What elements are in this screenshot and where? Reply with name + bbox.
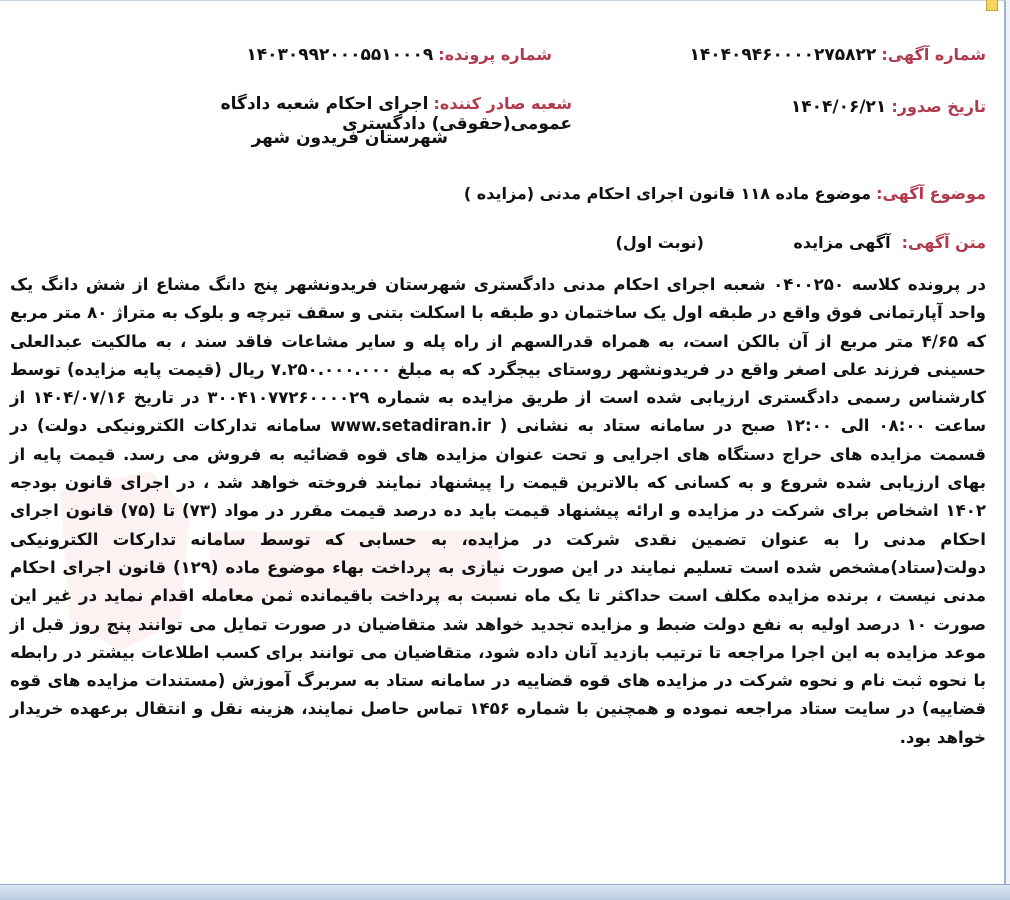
issuer-label: شعبه صادر کننده:	[433, 94, 572, 113]
issue-date-value: ۱۴۰۴/۰۶/۲۱	[790, 97, 887, 117]
ad-title: آگهی مزایده	[793, 233, 891, 252]
ad-number-value: ۱۴۰۴۰۹۴۶۰۰۰۰۲۷۵۸۲۲	[689, 45, 877, 65]
issue-date-row	[791, 97, 986, 117]
issue-date-label: تاریخ صدور:	[891, 97, 986, 116]
issuer-line1: اجرای احکام شعبه دادگاه عمومی(حقوقی) دادگستری	[220, 94, 572, 134]
issuer-line2-row	[252, 128, 448, 148]
subject-row	[464, 184, 986, 203]
subject-label: موضوع آگهی:	[876, 184, 986, 203]
file-number-label: شماره پرونده:	[438, 45, 552, 64]
file-number-row	[246, 45, 552, 65]
issuer-line2: شهرستان فریدون شهر	[251, 128, 448, 148]
bottom-status-bar	[0, 884, 1010, 900]
ad-number-row	[689, 45, 986, 65]
ad-number-label: شماره آگهی:	[881, 45, 986, 64]
text-label-row	[793, 233, 986, 252]
corner-tab[interactable]	[986, 0, 998, 11]
ad-round: (نوبت اول)	[615, 233, 704, 252]
subject-value: موضوع ماده ۱۱۸ قانون اجرای احکام مدنی (مزایده )	[463, 184, 872, 203]
ad-round-row	[616, 233, 705, 252]
ad-body-text: در پرونده کلاسه ۰۴۰۰۲۵۰ شعبه اجرای احکام مدنی دادگستری شهرستان فریدونشهر پنج دانگ مشاع از شش دانگ یک واحد آپارتمانی فوق واقع در طبقه اول یک ساختمان دو طبقه با اسکلت بتنی و سقف تیرچه و بلوک به متراژ ۸۰ متر مربع که ۴/۶۵ متر مربع از آن بالکن است، به همراه قدرالسهم از راه پله و سایر مشاعات فاقد سند ، به مالکیت عبدالعلی حسینی فرزند علی اصغر واقع در فریدونشهر روستای بیجگرد که به مبلغ ۷.۲۵۰.۰۰۰.۰۰۰ ریال (قیمت پایه مزایده) توسط کارشناس رسمی دادگستری ارزیابی شده است از طریق مزایده به شماره ۳۰۰۴۱۰۷۷۲۶۰۰۰۰۲۹ در تاریخ ۱۴۰۴/۰۷/۱۶ از ساعت ۰۸:۰۰ الی ۱۲:۰۰ صبح در سامانه ستاد به نشانی ( www.setadiran.ir سامانه تدارکات الکترونیکی دولت) در قسمت مزایده های حراج دستگاه های اجرایی و تحت عنوان مزایده های قوه قضائیه به فروش می رسد. قیمت پایه از بهای ارزیابی شده شروع و به کسانی که بالاترین قیمت را پیشنهاد نمایند فروخته خواهد شد ، در اجرای قانون بودجه ۱۴۰۲ اشخاص برای شرکت در مزایده و ارائه پیشنهاد قیمت باید ده درصد قیمت مقرر در مواد (۷۳) تا (۷۵) قانون اجرای احکام مدنی را به عنوان تضمین نقدی شرکت در مزایده، به حسابی که توسط سامانه تدارکات الکترونیکی دولت(ستاد)مشخص شده است تسلیم نمایند در این صورت نیازی به پرداخت بهاء موضوع ماده (۱۲۹) قانون اجرای احکام مدنی نیست ، برنده مزایده مکلف است حداکثر تا یک ماه نسبت به پرداخت باقیمانده ثمن معامله اقدام نماید در غیر این صورت ۱۰ درصد اولیه به نفع دولت ضبط و مزایده تجدید خواهد شد متقاضیان در صورت تمایل می توانند پنج روز قبل از موعد مزایده به این اجرا مراجعه تا ترتیب بازدید آنان داده شود، متقاضیان می توانند برای کسب اطلاعات بیشتر در رابطه با نحوه ثبت نام و نحوه شرکت در مزایده های قوه قضاییه در سامانه ستاد به سربرگ آموزش (مستندات مزایده های قوه قضاییه) در سایت ستاد مراجعه نموده و همچنین با شماره ۱۴۵۶ تماس حاصل نمایند، هزینه نقل و انتقال برعهده خریدار خواهد بود.	[10, 275, 987, 747]
text-label: متن آگهی:	[901, 233, 986, 252]
file-number-value: ۱۴۰۳۰۹۹۲۰۰۰۵۵۱۰۰۰۹	[246, 45, 434, 65]
